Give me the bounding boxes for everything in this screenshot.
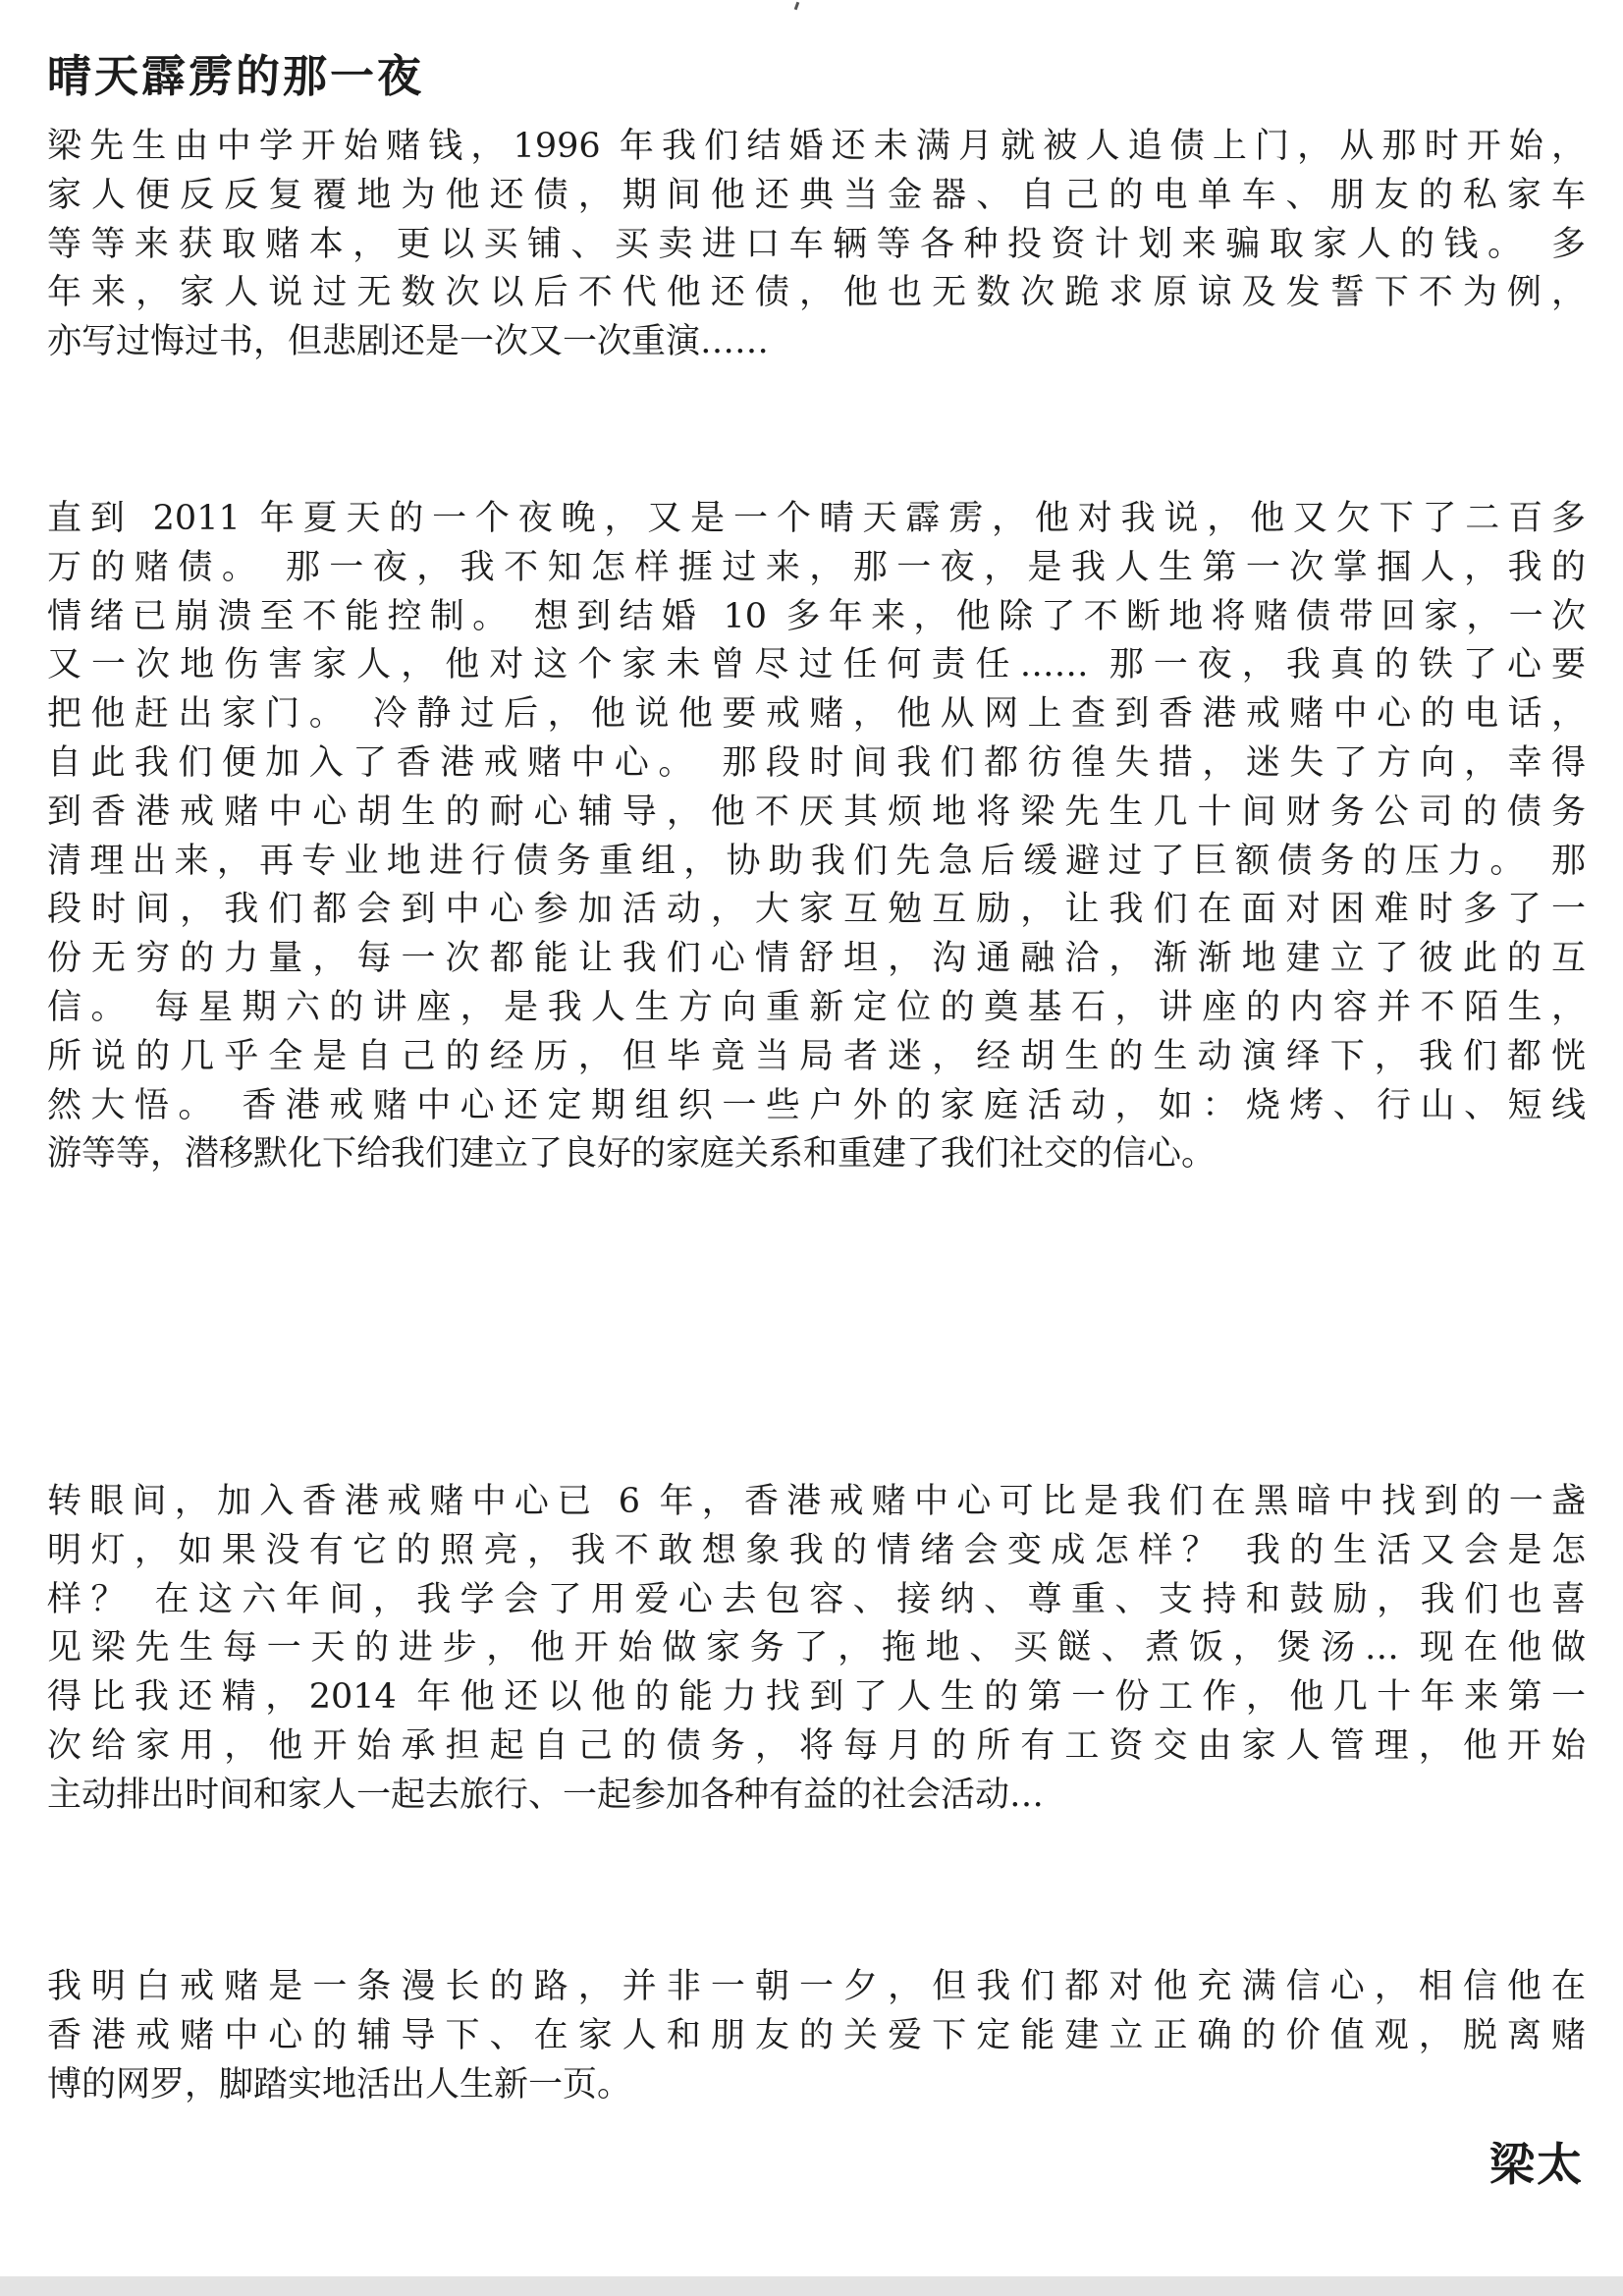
- text-line: 见梁先生每一天的进步，他开始做家务了，拖地、买餸、煮饭，煲汤… 现在他做: [47, 1628, 1586, 1668]
- text-line: 又一次地伤害家人，他对这个家未曾尽过任何责任…… 那一夜，我真的铁了心要: [47, 645, 1586, 685]
- text-line: 段时间，我们都会到中心参加活动，大家互勉互励，让我们在面对困难时多了一: [47, 890, 1586, 930]
- scan-bottom-edge: [0, 2276, 1623, 2296]
- text-line: 家人便反反复覆地为他还债，期间他还典当金器、自己的电单车、朋友的私家车: [47, 175, 1586, 215]
- text-line: 直到 2011 年夏天的一个夜晚，又是一个晴天霹雳，他对我说，他又欠下了二百多: [47, 499, 1586, 538]
- signature: 梁太: [1489, 2138, 1584, 2191]
- text-line: 样？ 在这六年间，我学会了用爱心去包容、接纳、尊重、支持和鼓励，我们也喜: [47, 1579, 1586, 1619]
- text-line: 次给家用，他开始承担起自己的债务，将每月的所有工资交由家人管理，他开始: [47, 1725, 1586, 1766]
- paragraph-3: [47, 1478, 1586, 1821]
- text-line: 信。 每星期六的讲座，是我人生方向重新定位的奠基石，讲座的内容并不陌生，: [47, 987, 1586, 1027]
- page-title: 晴天霹雳的那一夜: [47, 50, 425, 102]
- text-line: 博的网罗，脚踏实地活出人生新一页。: [47, 2064, 632, 2105]
- paragraph-1: [47, 123, 1586, 367]
- paragraph-2: [47, 495, 1586, 1179]
- text-line: 情绪已崩溃至不能控制。 想到结婚 10 多年来，他除了不断地将赌债带回家，一次: [47, 596, 1586, 636]
- text-line: 清理出来，再专业地进行债务重组，协助我们先急后缓避过了巨额债务的压力。 那: [47, 841, 1586, 881]
- text-line: 游等等，潜移默化下给我们建立了良好的家庭关系和重建了我们社交的信心。: [47, 1134, 1217, 1175]
- text-line: 自此我们便加入了香港戒赌中心。 那段时间我们都彷徨失措，迷失了方向，幸得: [47, 742, 1586, 783]
- text-line: 香港戒赌中心的辅导下、在家人和朋友的关爱下定能建立正确的价值观，脱离赌: [47, 2015, 1586, 2055]
- text-line: 然大悟。 香港戒赌中心还定期组织一些户外的家庭活动，如：烧烤、行山、短线: [47, 1085, 1586, 1125]
- paragraph-4: [47, 1963, 1586, 2109]
- text-line: 主动排出时间和家人一起去旅行、一起参加各种有益的社会活动…: [47, 1775, 1045, 1815]
- text-line: 份无穷的力量，每一次都能让我们心情舒坦，沟通融洽，渐渐地建立了彼此的互: [47, 939, 1586, 979]
- text-line: 梁先生由中学开始赌钱，1996 年我们结婚还未满月就被人追债上门，从那时开始，: [47, 127, 1586, 166]
- text-line: 明灯，如果没有它的照亮，我不敢想象我的情绪会变成怎样？ 我的生活又会是怎: [47, 1530, 1586, 1570]
- text-line: 到香港戒赌中心胡生的耐心辅导，他不厌其烦地将梁先生几十间财务公司的债务: [47, 792, 1586, 832]
- text-line: 所说的几乎全是自己的经历，但毕竟当局者迷，经胡生的生动演绎下，我们都恍: [47, 1036, 1586, 1076]
- text-line: 得比我还精，2014 年他还以他的能力找到了人生的第一份工作，他几十年来第一: [47, 1677, 1586, 1718]
- text-line: 年来，家人说过无数次以后不代他还债，他也无数次跪求原谅及发誓下不为例，: [47, 273, 1586, 313]
- text-line: 万的赌债。 那一夜，我不知怎样捱过来，那一夜，是我人生第一次掌掴人，我的: [47, 547, 1586, 587]
- text-line: 转眼间，加入香港戒赌中心已 6 年，香港戒赌中心可比是我们在黑暗中找到的一盏: [47, 1482, 1586, 1521]
- text-line: 亦写过悔过书，但悲剧还是一次又一次重演……: [47, 322, 770, 362]
- scan-artifact-mark: [794, 2, 800, 11]
- text-line: 我明白戒赌是一条漫长的路，并非一朝一夕，但我们都对他充满信心，相信他在: [47, 1967, 1586, 2006]
- text-line: 把他赶出家门。 冷静过后，他说他要戒赌，他从网上查到香港戒赌中心的电话，: [47, 694, 1586, 735]
- text-line: 等等来获取赌本，更以买铺、买卖进口车辆等各种投资计划来骗取家人的钱。 多: [47, 224, 1586, 264]
